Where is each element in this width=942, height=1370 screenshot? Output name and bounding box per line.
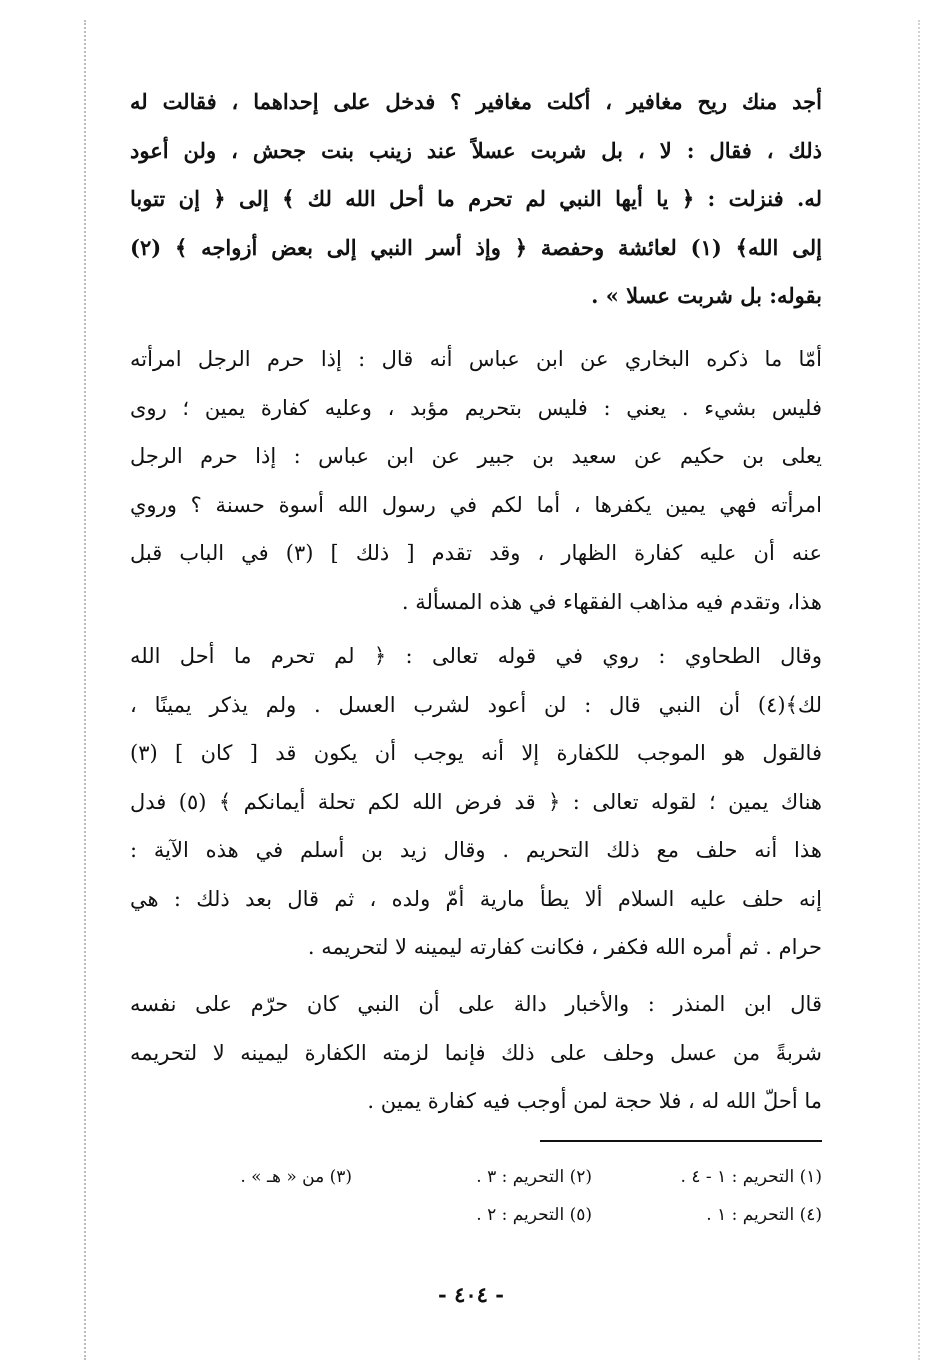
text-line: وقال الطحاوي : روي في قوله تعالى : ﴿ لم تحرم ما أحل الله bbox=[130, 644, 822, 668]
text-line: فالقول هو الموجب للكفارة إلا أنه يوجب أن يكون قد [ كان ] (٣) bbox=[130, 741, 822, 765]
footnote-row bbox=[170, 1196, 822, 1234]
text-line: بقوله: بل شربت عسلا » . bbox=[591, 283, 822, 308]
tahawi-paragraph bbox=[130, 632, 822, 972]
footnote-separator bbox=[540, 1140, 822, 1142]
text-line: يعلى بن حكيم عن سعيد بن جبير عن ابن عباس : إذا حرم الرجل bbox=[130, 444, 822, 468]
text-line: هذا، وتقدم فيه مذاهب الفقهاء في هذه المسألة . bbox=[401, 589, 822, 614]
footnote-row bbox=[170, 1158, 822, 1196]
text-line: قال ابن المنذر : والأخبار دالة على أن النبي كان حرّم على نفسه bbox=[130, 992, 822, 1016]
text-line: أجد منك ريح مغافير ، أكلت مغافير ؟ فدخل على إحداهما ، فقالت له bbox=[130, 89, 822, 114]
text-line: امرأته فهي يمين يكفرها ، أما لكم في رسول الله أسوة حسنة ؟ وروي bbox=[130, 492, 822, 517]
text-line: هناك يمين ؛ لقوله تعالى : ﴿ قد فرض الله لكم تحلة أيمانكم ﴾ (٥) فدل bbox=[130, 789, 822, 814]
text-line: هذا أنه حلف مع ذلك التحريم . وقال زيد بن أسلم في هذه الآية : bbox=[130, 838, 822, 862]
text-line: ما أحلّ الله له ، فلا حجة لمن أوجب فيه كفارة يمين . bbox=[367, 1089, 822, 1113]
footnote-3: (٣) من « هـ » . bbox=[240, 1167, 352, 1187]
binding-margin-dots bbox=[84, 20, 86, 1360]
footnotes bbox=[170, 1158, 822, 1234]
bukhari-paragraph bbox=[130, 335, 822, 626]
text-line: شربةً من عسل وحلف على ذلك فإنما لزمته الكفارة ليمينه لا لتحريمه bbox=[130, 1040, 822, 1065]
text-line: إنه حلف عليه السلام ألا يطأ مارية أمّ ولده ، ثم قال بعد ذلك : هي bbox=[130, 886, 822, 911]
hadith-paragraph bbox=[130, 78, 822, 321]
page-number: - ٤٠٤ - bbox=[438, 1282, 504, 1307]
footnote-1: (١) التحريم : ١ - ٤ . bbox=[680, 1167, 822, 1187]
text-line: لك﴾(٤) أن النبي قال : لن أعود لشرب العسل . ولم يذكر يمينًا ، bbox=[130, 692, 822, 717]
text-line: ذلك ، فقال : لا ، بل شربت عسلاً عند زينب بنت جحش ، ولن أعود bbox=[130, 137, 822, 163]
footnote-4: (٤) التحريم : ١ . bbox=[706, 1205, 822, 1225]
footnote-2: (٢) التحريم : ٣ . bbox=[476, 1167, 592, 1187]
text-line: حرام . ثم أمره الله فكفر ، فكانت كفارته ليمينه لا لتحريمه . bbox=[307, 935, 822, 959]
footnote-empty bbox=[170, 1196, 352, 1234]
ibn-mundhir-paragraph bbox=[130, 980, 822, 1126]
footnote-5: (٥) التحريم : ٢ . bbox=[476, 1205, 592, 1225]
text-line: إلى الله﴾ (١) لعائشة وحفصة ﴿ وإذ أسر النبي إلى بعض أزواجه ﴾ (٢) bbox=[130, 234, 822, 260]
binding-margin-dots-right bbox=[918, 20, 920, 1360]
text-line: أمّا ما ذكره البخاري عن ابن عباس أنه قال : إذا حرم الرجل امرأته bbox=[130, 347, 822, 371]
text-line: فليس بشيء . يعني : فليس بتحريم مؤبد ، وعليه كفارة يمين ؛ روى bbox=[130, 395, 822, 420]
text-line: عنه أن عليه كفارة الظهار ، وقد تقدم [ ذلك ] (٣) في الباب قبل bbox=[130, 541, 822, 565]
text-line: له. فنزلت : ﴿ يا أيها النبي لم تحرم ما أحل الله لك ﴾ إلى ﴿ إن تتوبا bbox=[130, 186, 822, 211]
